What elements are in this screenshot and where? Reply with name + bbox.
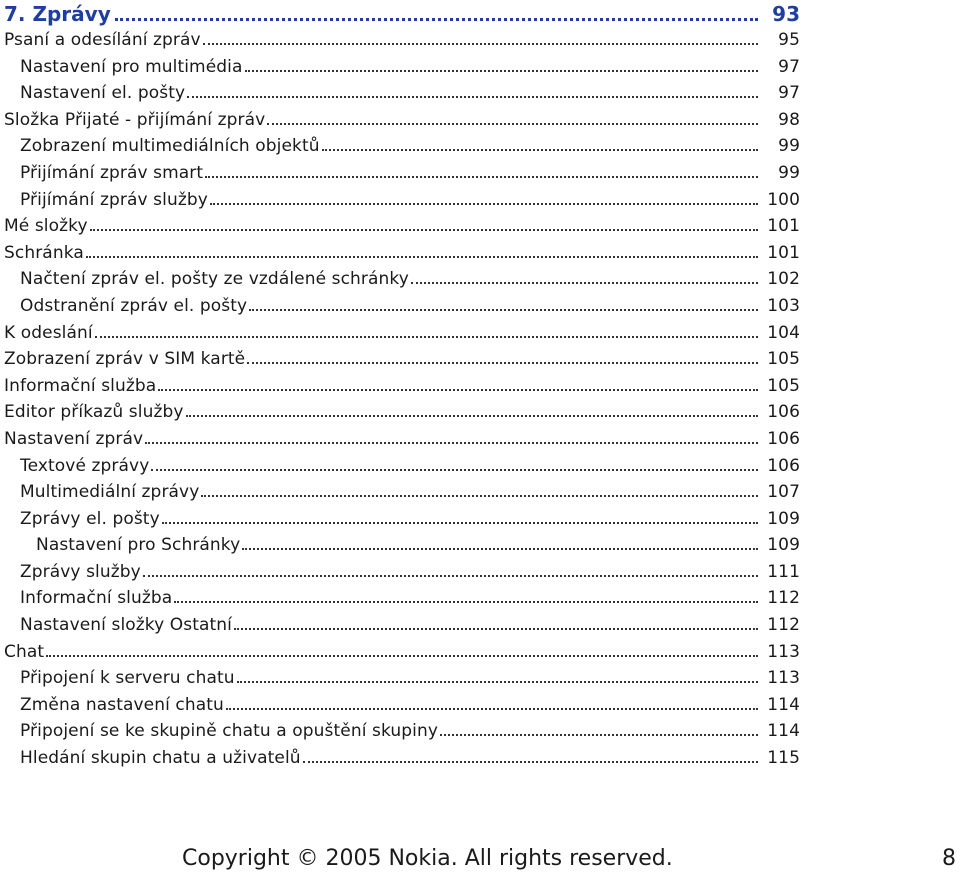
- table-of-contents: [4, 0, 800, 775]
- leader-dots: [247, 362, 758, 364]
- leader-dots: [143, 575, 758, 577]
- toc-entry-label: Multimediální zprávy: [20, 482, 200, 503]
- toc-entry-label: Informační služba: [20, 588, 173, 609]
- toc-entry-label: Nastavení složky Ostatní: [20, 615, 232, 636]
- leader-dots: [151, 469, 758, 471]
- leader-dots: [242, 548, 758, 550]
- toc-entry-label: Zobrazení zpráv v SIM kartě: [4, 349, 246, 370]
- toc-entry[interactable]: [4, 509, 800, 536]
- toc-entry[interactable]: [4, 402, 800, 429]
- toc-entry-label: Změna nastavení chatu: [20, 694, 224, 715]
- toc-entry[interactable]: [4, 190, 800, 217]
- leader-dots: [245, 70, 758, 72]
- leader-dots: [162, 522, 758, 524]
- toc-entry-page: 115: [767, 748, 800, 769]
- toc-entry-page: 111: [767, 561, 800, 582]
- leader-dots: [226, 708, 758, 710]
- toc-entry-page: 109: [767, 508, 800, 529]
- toc-entry-label: Nastavení el. pošty: [20, 83, 186, 104]
- toc-entry[interactable]: [4, 748, 800, 775]
- toc-entry-page: 95: [778, 30, 800, 50]
- toc-entry-page: 112: [767, 588, 800, 609]
- toc-entry-page: 105: [767, 349, 800, 370]
- leader-dots: [303, 761, 758, 763]
- toc-entry-label: Psaní a odesílání zpráv: [4, 30, 201, 50]
- toc-entry-page: 105: [767, 375, 800, 396]
- toc-entry[interactable]: [4, 269, 800, 296]
- toc-entry[interactable]: [4, 721, 800, 748]
- leader-dots: [158, 389, 758, 391]
- toc-entry[interactable]: [4, 695, 800, 722]
- toc-entry-page: 106: [767, 428, 800, 449]
- toc-entry[interactable]: [4, 110, 800, 137]
- toc-entry-label: Nastavení zpráv: [4, 428, 144, 449]
- toc-entry[interactable]: [4, 163, 800, 190]
- toc-entry[interactable]: [4, 642, 800, 669]
- toc-entry-page: 103: [767, 295, 800, 316]
- toc-entry-label: Zprávy služby: [20, 561, 141, 582]
- leader-dots: [203, 43, 758, 45]
- leader-dots: [440, 734, 758, 736]
- toc-entry-page: 101: [767, 242, 800, 263]
- toc-entry-page: 112: [767, 615, 800, 636]
- toc-entry-label: K odeslání: [4, 322, 93, 343]
- toc-entry-label: Mé složky: [4, 216, 88, 237]
- toc-entry-label: Načtení zpráv el. pošty ze vzdálené schránky: [20, 269, 409, 290]
- leader-dots: [210, 203, 758, 205]
- leader-dots: [201, 495, 758, 497]
- toc-entry-label: Složka Přijaté - přijímání zpráv: [4, 109, 266, 130]
- leader-dots: [95, 336, 758, 338]
- leader-dots: [174, 601, 758, 603]
- toc-entry-page: 100: [767, 189, 800, 210]
- toc-entry-label: Informační služba: [4, 375, 157, 396]
- toc-entry-label: Zprávy el. pošty: [20, 508, 160, 529]
- toc-heading[interactable]: [4, 2, 800, 30]
- toc-entry-page: 106: [767, 455, 800, 476]
- toc-entry-label: Textové zprávy: [20, 455, 150, 476]
- toc-entry-page: 114: [767, 721, 800, 742]
- toc-entry[interactable]: [4, 668, 800, 695]
- toc-entry-page: 102: [767, 269, 800, 290]
- toc-heading-title: 7. Zprávy: [4, 2, 111, 26]
- toc-entry-label: Editor příkazů služby: [4, 402, 184, 423]
- toc-entry-page: 104: [767, 322, 800, 343]
- toc-entry[interactable]: [4, 296, 800, 323]
- toc-entry-page: 113: [767, 641, 800, 662]
- toc-entry[interactable]: [4, 136, 800, 163]
- toc-entry-label: Připojení k serveru chatu: [20, 668, 235, 689]
- leader-dots: [145, 442, 758, 444]
- toc-entry-label: Přijímání zpráv smart: [20, 162, 204, 183]
- toc-entry-label: Hledání skupin chatu a uživatelů: [20, 748, 301, 769]
- copyright-footer: Copyright © 2005 Nokia. All rights reserved.: [182, 846, 673, 871]
- leader-dots: [90, 229, 758, 231]
- toc-entry[interactable]: [4, 376, 800, 403]
- leader-dots: [205, 176, 758, 178]
- toc-entry-page: 106: [767, 402, 800, 423]
- toc-entry[interactable]: [4, 588, 800, 615]
- toc-entry[interactable]: [4, 482, 800, 509]
- leader-dots: [86, 256, 758, 258]
- toc-entry-page: 109: [767, 535, 800, 556]
- leader-dots: [46, 655, 758, 657]
- toc-entry[interactable]: [4, 323, 800, 350]
- toc-entry[interactable]: [4, 615, 800, 642]
- toc-entry[interactable]: [4, 216, 800, 243]
- toc-entry[interactable]: [4, 30, 800, 57]
- toc-entry[interactable]: [4, 429, 800, 456]
- page-number: 8: [942, 846, 956, 871]
- toc-entry[interactable]: [4, 562, 800, 589]
- toc-entry[interactable]: [4, 57, 800, 84]
- toc-entry-page: 99: [778, 136, 800, 157]
- toc-entry-page: 99: [778, 162, 800, 183]
- toc-entry[interactable]: [4, 83, 800, 110]
- leader-dots: [237, 681, 758, 683]
- leader-dots: [411, 282, 758, 284]
- leader-dots: [267, 123, 758, 125]
- toc-heading-page: 93: [772, 2, 800, 26]
- toc-entry-page: 97: [778, 56, 800, 77]
- toc-entry-page: 97: [778, 83, 800, 104]
- toc-entry[interactable]: [4, 349, 800, 376]
- toc-entry[interactable]: [4, 535, 800, 562]
- toc-entry-label: Přijímání zpráv služby: [20, 189, 208, 210]
- leader-dots: [115, 18, 758, 21]
- toc-entry-label: Zobrazení multimediálních objektů: [20, 136, 320, 157]
- toc-entry[interactable]: [4, 456, 800, 483]
- toc-entry-label: Nastavení pro multimédia: [20, 56, 243, 77]
- leader-dots: [249, 309, 758, 311]
- toc-entry-label: Schránka: [4, 242, 84, 263]
- toc-entry[interactable]: [4, 243, 800, 270]
- toc-entry-label: Připojení se ke skupině chatu a opuštění skupiny: [20, 721, 439, 742]
- leader-dots: [186, 415, 758, 417]
- leader-dots: [234, 628, 758, 630]
- toc-entry-label: Nastavení pro Schránky: [36, 535, 241, 556]
- toc-entry-page: 107: [767, 482, 800, 503]
- toc-entry-label: Chat: [4, 641, 45, 662]
- toc-entry-page: 101: [767, 216, 800, 237]
- toc-entry-page: 114: [767, 694, 800, 715]
- toc-entry-label: Odstranění zpráv el. pošty: [20, 295, 248, 316]
- toc-entry-page: 113: [767, 668, 800, 689]
- leader-dots: [187, 96, 758, 98]
- toc-entry-page: 98: [778, 109, 800, 130]
- leader-dots: [322, 149, 758, 151]
